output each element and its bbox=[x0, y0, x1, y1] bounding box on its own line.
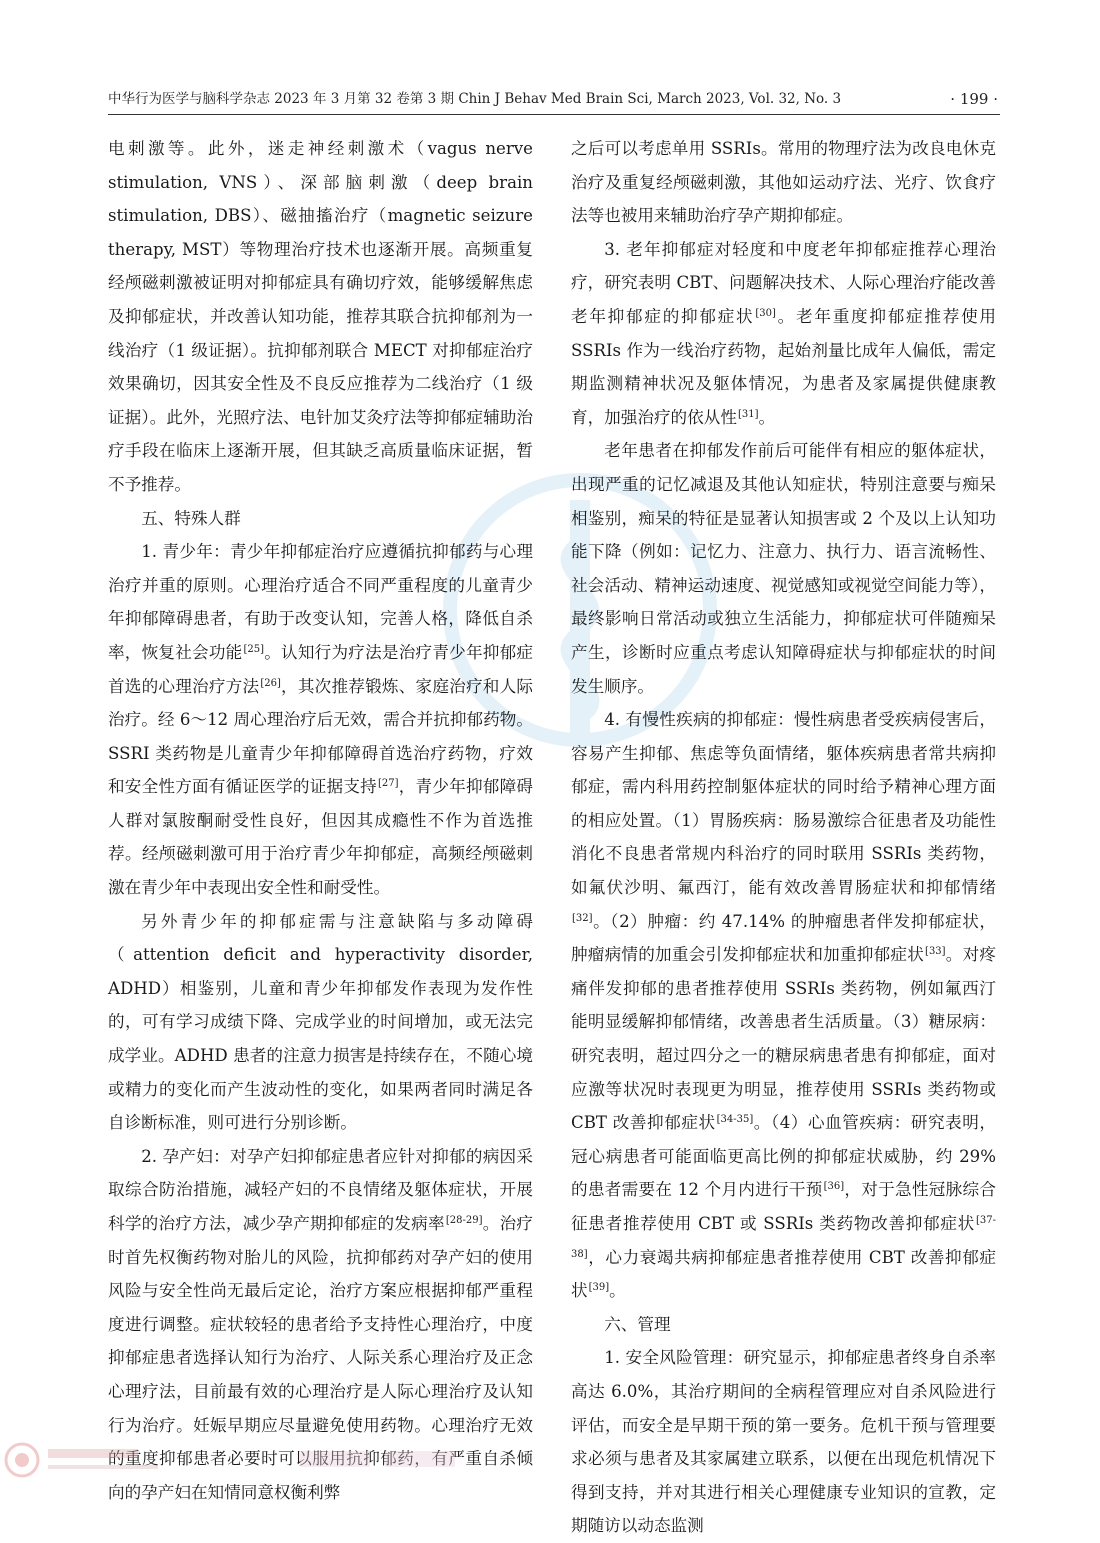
citation[interactable]: [34-35] bbox=[716, 1114, 754, 1126]
citation[interactable]: [26] bbox=[260, 677, 281, 689]
paragraph: 2. 孕产妇：对孕产妇抑郁症患者应针对抑郁的病因采取综合防治措施，减轻产妇的不良情绪及躯体症状，开展科学的治疗方法，减少孕产期抑郁症的发病率[28-29]。治疗时首先权衡药物对胎儿的风险，抗抑郁药对孕产妇的使用风险与安全性尚无最后定论，治疗方案应根据抑郁严重程度进行调整。症状较轻的患者给予支持性心理治疗，中度抑郁症患者选择认知行为治疗、人际关系心理治疗及正念心理疗法，目前最有效的心理治疗是人际心理治疗及认知行为治疗。妊娠早期应尽量避免使用药物。心理治疗无效的重度抑郁患者必要时可以服用抗抑郁药，有严重自杀倾向的孕产妇在知情同意权衡利弊 bbox=[108, 1146, 534, 1502]
paragraph: 之后可以考虑单用 SSRIs。常用的物理疗法为改良电休克治疗及重复经颅磁刺激，其他如运动疗法、光疗、饮食疗法等也被用来辅助治疗孕产期抑郁症。 bbox=[571, 139, 996, 226]
paragraph: 1. 安全风险管理：研究显示，抑郁症患者终身自杀率高达 6.0%，其治疗期间的全病程管理应对自杀风险进行评估，而安全是早期干预的第一要务。危机干预与管理要求必须与患者及其家属建立联系，以便在出现危机情况下得到支持，并对其进行相关心理健康专业知识的宣教，定期随访以动态监测 bbox=[571, 1348, 996, 1536]
running-title: 中华行为医学与脑科学杂志 2023 年 3 月第 32 卷第 3 期 Chin J Behav Med Brain Sci, March 2023, Vol. 32, No. 3 bbox=[108, 91, 842, 107]
paragraph: 1. 青少年：青少年抑郁症治疗应遵循抗抑郁药与心理治疗并重的原则。心理治疗适合不同严重程度的儿童青少年抑郁障碍患者，有助于改变认知，完善人格，降低自杀率，恢复社会功能[25]。认知行为疗法是治疗青少年抑郁症首选的心理治疗方法[26]，其次推荐锻炼、家庭治疗和人际治疗。经 6～12 周心理治疗后无效，需合并抗抑郁药物。SSRI 类药物是儿童青少年抑郁障碍首选治疗药物，疗效和安全性方面有循证医学的证据支持[27]，青少年抑郁障碍人群对氯胺酮耐受性良好，但因其成瘾性不作为首选推荐。经颅磁刺激可用于治疗青少年抑郁症，高频经颅磁刺激在青少年中表现出安全性和耐受性。 bbox=[108, 542, 534, 898]
page-number: · 199 · bbox=[950, 90, 998, 108]
left-column bbox=[108, 132, 533, 1509]
paragraph: 老年患者在抑郁发作前后可能伴有相应的躯体症状，出现严重的记忆减退及其他认知症状，特别注意要与痴呆相鉴别，痴呆的特征是显著认知损害或 2 个及以上认知功能下降（例如：记忆力、注意力、执行力、语言流畅性、社会活动、精神运动速度、视觉感知或视觉空间能力等），最终影响日常活动或独立生活能力，抑郁症状可伴随痴呆产生，诊断时应重点考虑认知障碍症状与抑郁症状的时间发生顺序。 bbox=[571, 441, 996, 696]
citation[interactable]: [27] bbox=[377, 778, 399, 790]
citation[interactable]: [33] bbox=[925, 946, 946, 958]
paragraph: 电刺激等。此外，迷走神经刺激术（vagus nerve stimulation, VNS）、深部脑刺激（deep brain stimulation, DBS）、磁抽搐治疗（magnetic seizure therapy, MST）等物理治疗技术也逐渐开展。高频重复经颅磁刺激被证明对抑郁症具有确切疗效，能够缓解焦虑及抑郁症状，并改善认知功能，推荐其联合抗抑郁剂为一线治疗（1 级证据）。抗抑郁剂联合 MECT 对抑郁症治疗效果确切，因其安全性及不良反应推荐为二线治疗（1 级证据）。此外，光照疗法、电针加艾灸疗法等抑郁症辅助治疗手段在临床上逐渐开展，但其缺乏高质量临床证据，暂不予推荐。 bbox=[108, 139, 533, 494]
citation[interactable]: [36] bbox=[823, 1181, 845, 1193]
right-column bbox=[571, 132, 996, 1543]
paragraph: 4. 有慢性疾病的抑郁症：慢性病患者受疾病侵害后，容易产生抑郁、焦虑等负面情绪，躯体疾病患者常共病抑郁症，需内科用药控制躯体症状的同时给予精神心理方面的相应处置。（1）胃肠疾病：肠易激综合征患者及功能性消化不良患者常规内科治疗的同时联用 SSRIs 类药物，如氟伏沙明、氟西汀，能有效改善胃肠症状和抑郁情绪[32]。（2）肿瘤：约 47.14% 的肿瘤患者伴发抑郁症状，肿瘤病情的加重会引发抑郁症状和加重抑郁症状[33]。对疼痛伴发抑郁的患者推荐使用 SSRIs 类药物，例如氟西汀能明显缓解抑郁情绪，改善患者生活质量。（3）糖尿病：研究表明，超过四分之一的糖尿病患者患有抑郁症，面对应激等状况时表现更为明显，推荐使用 SSRIs 类药物或 CBT 改善抑郁症状[34-35]。（4）心血管疾病：研究表明，冠心病患者可能面临更高比例的抑郁症状威胁，约 29% 的患者需要在 12 个月内进行干预[36]，对于急性冠脉综合征患者推荐使用 CBT 或 SSRIs 类药物改善抑郁症状[37-38]，心力衰竭共病抑郁症患者推荐使用 CBT 改善抑郁症状[39]。 bbox=[571, 710, 997, 1301]
section-heading: 六、管理 bbox=[604, 1314, 671, 1334]
paragraph: 另外青少年的抑郁症需与注意缺陷与多动障碍（attention deficit and hyperactivity disorder, ADHD）相鉴别，儿童和青少年抑郁发作表现为发作性的，可有学习成绩下降、完成学业的时间增加，或无法完成学业。ADHD 患者的注意力损害是持续存在，不随心境或精力的变化而产生波动性的变化，如果两者同时满足各自诊断标准，则可进行分别诊断。 bbox=[108, 911, 533, 1133]
paragraph: 3. 老年抑郁症对轻度和中度老年抑郁症推荐心理治疗，研究表明 CBT、问题解决技术、人际心理治疗能改善老年抑郁症的抑郁症状[30]。老年重度抑郁症推荐使用 SSRIs 作为一线治疗药物，起始剂量比成年人偏低，需定期监测精神状况及躯体情况，为患者及家属提供健康教育，加强治疗的依从性[31]。 bbox=[571, 239, 997, 427]
citation[interactable]: [31] bbox=[737, 408, 759, 420]
citation[interactable]: [28-29] bbox=[445, 1215, 483, 1226]
citation[interactable]: [37-38] bbox=[571, 1215, 996, 1260]
running-header bbox=[108, 88, 1000, 115]
section-heading: 五、特殊人群 bbox=[141, 508, 241, 528]
citation[interactable]: [25] bbox=[243, 643, 265, 655]
citation[interactable]: [32] bbox=[572, 912, 593, 924]
citation[interactable]: [30] bbox=[755, 307, 776, 319]
citation[interactable]: [39] bbox=[588, 1282, 610, 1294]
